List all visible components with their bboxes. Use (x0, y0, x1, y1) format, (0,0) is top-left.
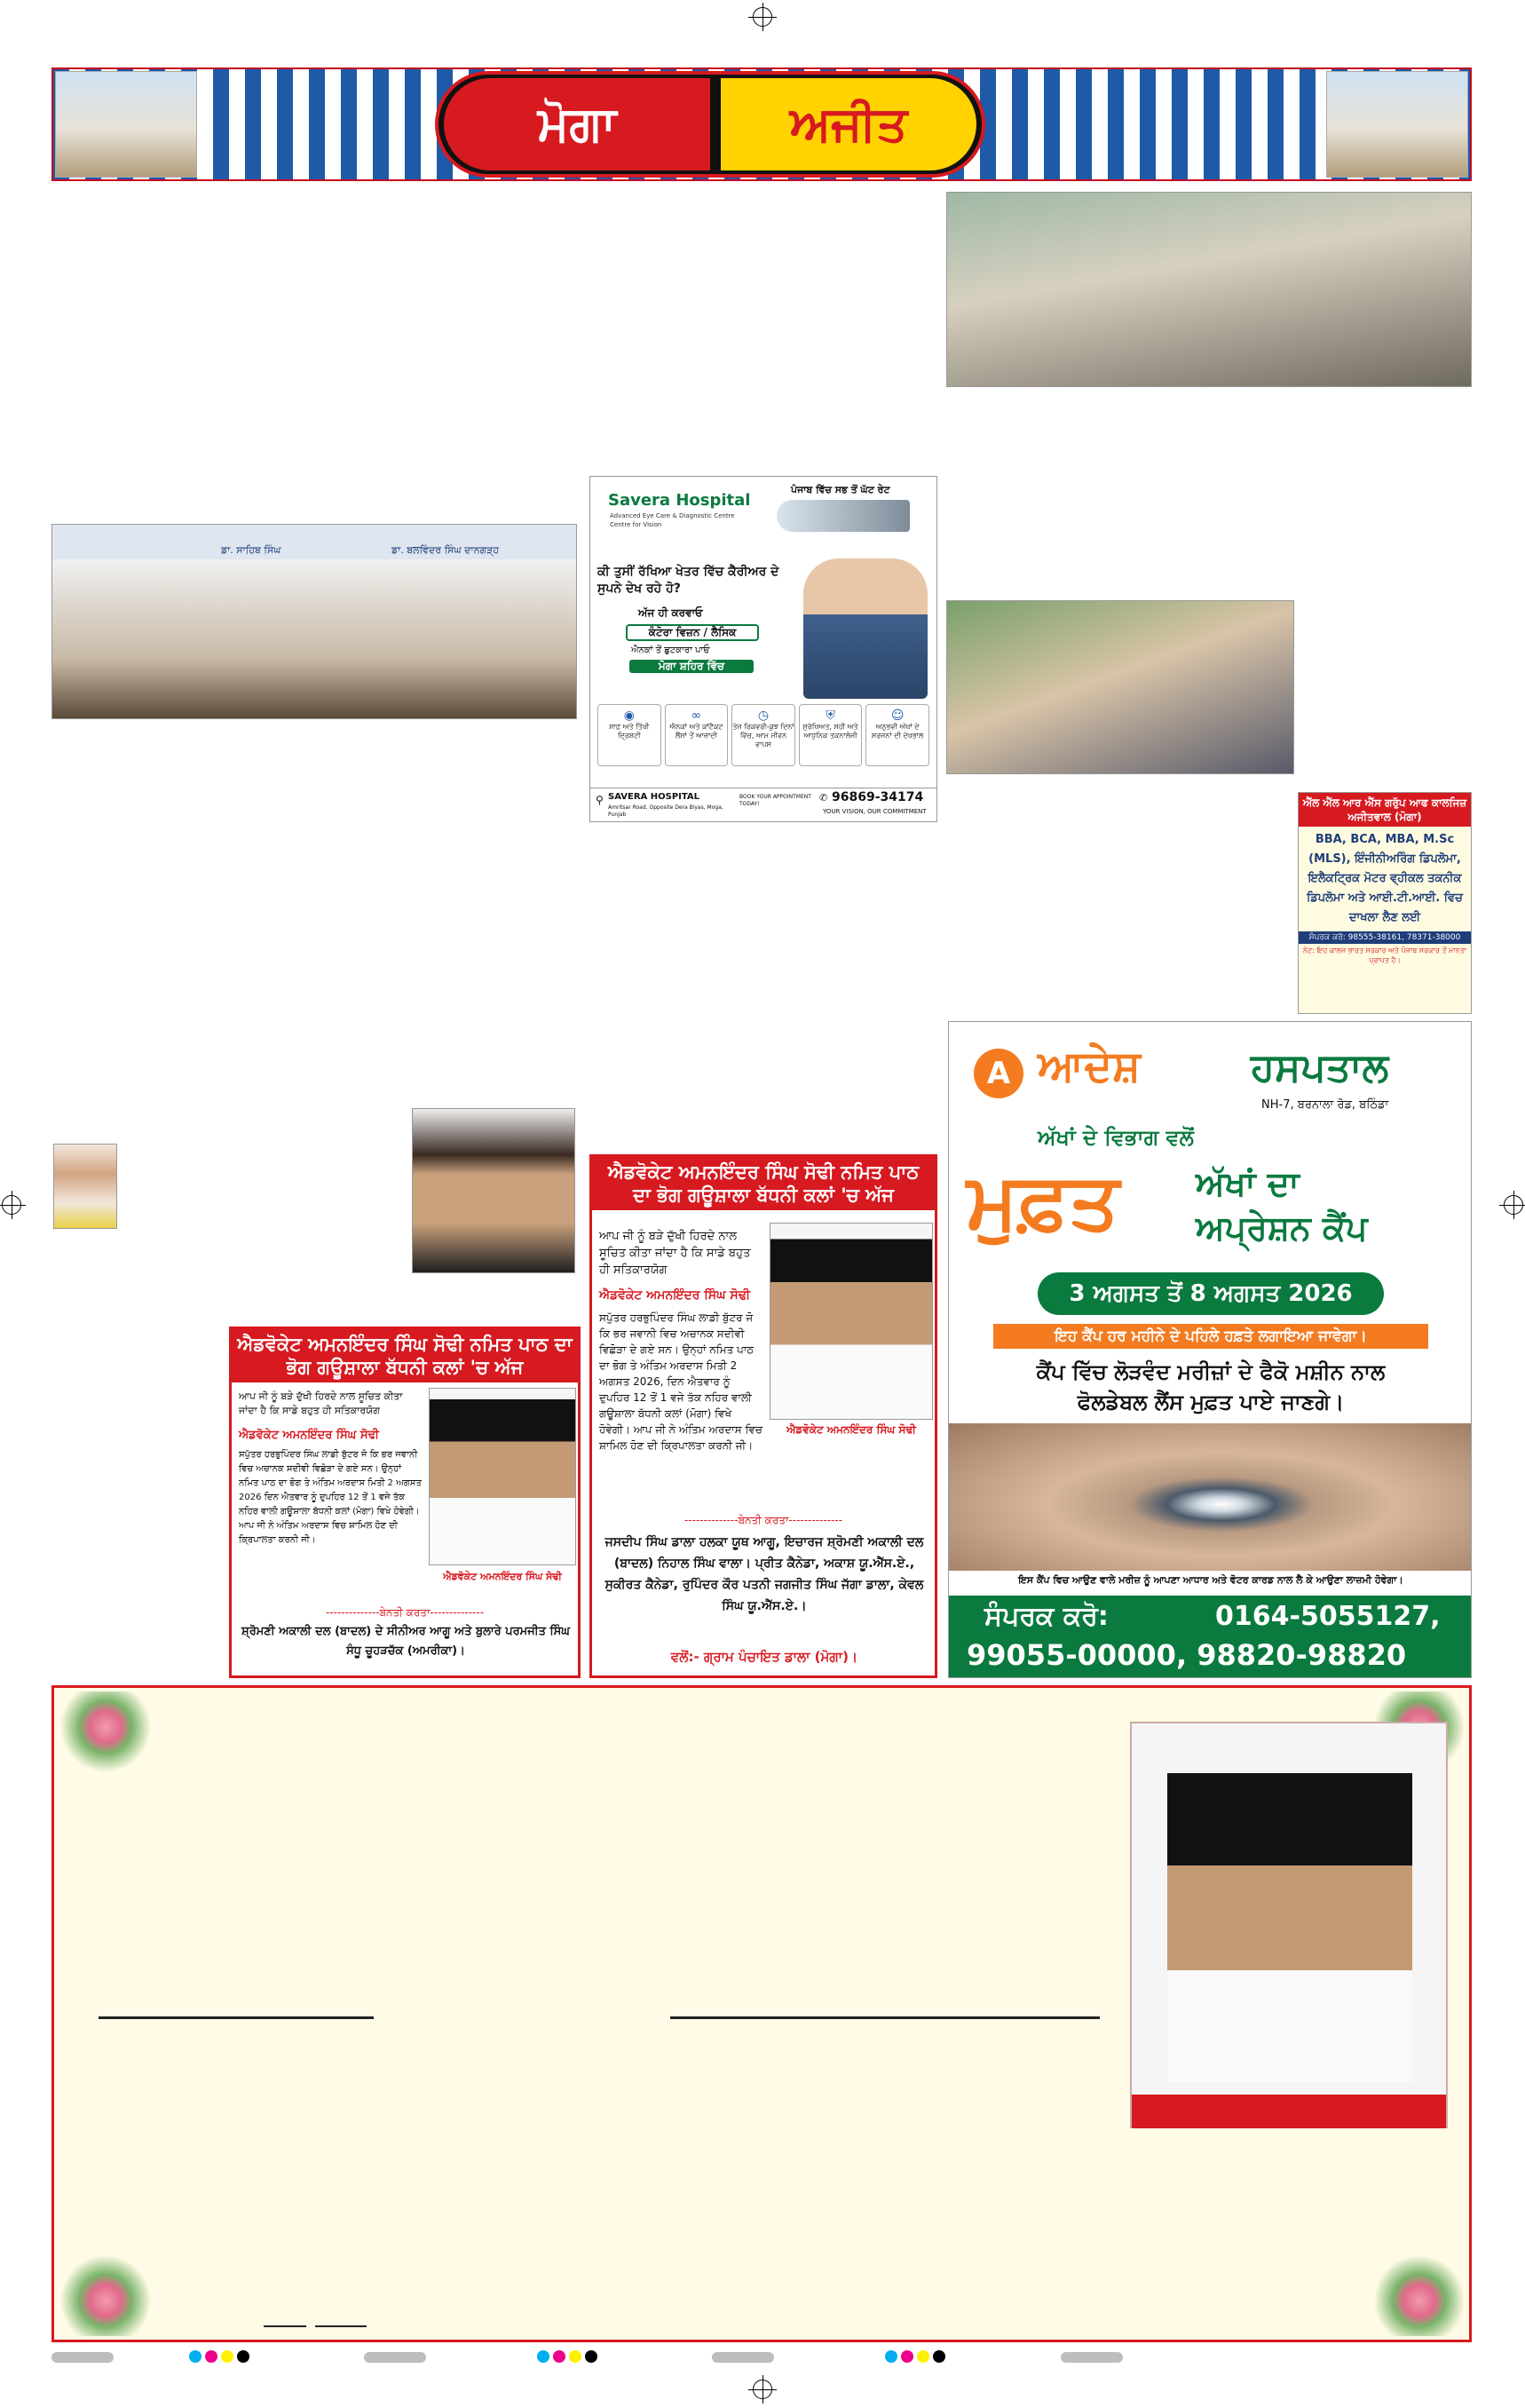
press-meet-photo (51, 524, 577, 719)
young-man-portrait (412, 1108, 575, 1273)
print-color-bars (51, 2349, 1472, 2367)
obituary-center-body1: ਆਪ ਜੀ ਨੂੰ ਬੜੇ ਦੁੱਖੀ ਹਿਰਦੇ ਨਾਲ ਸੂਚਿਤ ਕੀਤਾ ਜਾਂਦਾ ਹੈ ਕਿ ਸਾਡੇ ਬਹੁਤ ਹੀ ਸਤਿਕਾਰਯੋਗ (599, 1230, 751, 1277)
feature-1-label: ਸਾਫ਼ ਅਤੇ ਤਿੱਖੀ ਦ੍ਰਿਸ਼ਟੀ (609, 723, 650, 740)
llrs-head: ਐੱਲ ਐੱਲ ਆਰ ਐੱਸ ਗਰੁੱਪ ਆਫ ਕਾਲਜਿਜ਼ ਅਜੀਤਵਾਲ (ਮੋਗਾ) (1299, 793, 1471, 827)
savera-features-row (597, 704, 929, 766)
protest-photo (946, 192, 1472, 387)
feature-1 (597, 704, 661, 766)
llrs-contact: ਸੰਪਰਕ ਕਰੋ: 98555-38161, 78371-38000 (1299, 931, 1471, 944)
adesh-hospital-word: ਹਸਪਤਾਲ (1251, 1045, 1389, 1090)
obituary-center-photo (770, 1223, 933, 1420)
glasses-icon: ∞ (691, 709, 702, 723)
savera-city: ਮੋਗਾ ਸ਼ਹਿਰ ਵਿੱਚ (629, 660, 754, 673)
registration-mark-right (1504, 1195, 1523, 1215)
adesh-hospital-ad (948, 1021, 1472, 1678)
eye-image (949, 1423, 1472, 1571)
obituary-center-by: ਜਸਦੀਪ ਸਿੰਘ ਡਾਲਾ ਹਲਕਾ ਯੂਥ ਆਗੂ, ਇਚਾਰਜ ਸ਼੍ਰੋਮਣੀ ਅਕਾਲੀ ਦਲ (ਬਾਦਲ) ਨਿਹਾਲ ਸਿੰਘ ਵਾਲਾ। ਪ੍ਰੀਤ ਕੈਨੇਡਾ, ਅਕਾਸ਼ ਯੂ.ਐੱਸ.ਏ., ਸੁਕੀਰਤ ਕੈਨੇਡਾ, ਰੁਪਿੰਦਰ ਕੌਰ ਪਤਨੀ ਜਗਜੀਤ ਸਿੰਘ ਜੱਗਾ ਡਾਲਾ, ਕੇਵਲ ਸਿੰਘ ਯੂ.ਐੱਸ.ਏ.। (604, 1535, 924, 1613)
savera-footer-addr: Amritsar Road, Opposite Dera Biyas, Moga, Punjab (608, 804, 723, 818)
adesh-location: NH-7, ਬਰਨਾਲਾ ਰੋਡ, ਬਠਿੰਡਾ (1261, 1098, 1389, 1112)
llrs-note: ਨੋਟ: ਇਹ ਕਾਲਜ ਭਾਰਤ ਸਰਕਾਰ ਅਤੇ ਪੰਜਾਬ ਸਰਕਾਰ ਤੋਂ ਮਾਨਤਾ ਪ੍ਰਾਪਤ ਹੈ। (1303, 947, 1466, 964)
flower-corner-bl (59, 2247, 175, 2336)
adesh-camp2: ਅਪ੍ਰੇਸ਼ਨ ਕੈਂਪ (1196, 1208, 1368, 1248)
savera-book: BOOK YOUR APPOINTMENT TODAY! (739, 794, 811, 807)
registration-mark-left (2, 1195, 21, 1215)
savera-hospital-ad (589, 476, 937, 822)
savera-hospital-sub2: Centre for Vision (610, 521, 662, 528)
obituary-center-head: ਐਡਵੋਕੇਟ ਅਮਨਇੰਦਰ ਸਿੰਘ ਸੋਢੀ ਨਮਿਤ ਪਾਠ ਦਾ ਭੋਗ ਗਊਸ਼ਾਲਾ ਬੱਧਨੀ ਕਲਾਂ 'ਚ ਅੱਜ (592, 1157, 935, 1210)
obituary-left-caption: ਐਡਵੋਕੇਟ ਅਮਨਇੰਦਰ ਸਿੰਘ ਸੋਢੀ (443, 1571, 562, 1582)
adesh-dates: 3 ਅਗਸਤ ਤੋਂ 8 ਅਗਸਤ 2026 (1038, 1272, 1384, 1315)
savera-hospital-sub: Advanced Eye Care & Diagnostic Centre (610, 512, 735, 519)
adesh-monthly: ਇਹ ਕੈਂਪ ਹਰ ਮਹੀਨੇ ਦੇ ਪਹਿਲੇ ਹਫ਼ਤੇ ਲਗਾਇਆ ਜਾਵੇਗਾ। (993, 1324, 1428, 1349)
feature-4-label: ਸੁਰੱਖਿਅਤ, ਸਹੀ ਅਤੇ ਆਧੁਨਿਕ ਤਕਨਾਲੋਜੀ (802, 723, 858, 740)
divider-bottom-1 (264, 2325, 306, 2327)
feature-2-label: ਐਨਕਾਂ ਅਤੇ ਕਾਂਟੈਕਟ ਲੈਂਸਾਂ ਤੋਂ ਆਜ਼ਾਦੀ (669, 723, 723, 740)
feature-2 (665, 704, 729, 766)
adesh-phone2: 99055-00000, 98820-98820 (967, 1638, 1407, 1672)
obituary-left-name: ਐਡਵੋਕੇਟ ਅਮਨਇੰਦਰ ਸਿੰਘ ਸੋਢੀ (239, 1429, 379, 1442)
jet-image (777, 500, 910, 532)
flower-corner-tl (59, 1691, 175, 1780)
obituary-ad-left (229, 1327, 581, 1678)
gray-bar-4 (1061, 2352, 1123, 2363)
gray-bar-1 (51, 2352, 114, 2363)
flower-corner-br (1350, 2247, 1466, 2336)
obituary-left-body2: ਸਪੁੱਤਰ ਹਰਭੁਪਿੰਦਰ ਸਿੰਘ ਲਾਡੀ ਬੁੱਟਰ ਜੋ ਕਿ ਭਰ ਜਵਾਨੀ ਵਿਚ ਅਚਾਨਕ ਸਦੀਵੀ ਵਿਛੋੜਾ ਦੇ ਗਏ ਸਨ। ਉਨ੍ਹਾਂ ਨਮਿਤ ਪਾਠ ਦਾ ਭੋਗ ਤੇ ਅੰਤਿਮ ਅਰਦਾਸ ਮਿਤੀ 2 ਅਗਸਤ 2026 ਦਿਨ ਐਤਵਾਰ ਨੂੰ ਦੁਪਹਿਰ 12 ਤੋਂ 1 ਵਜੇ ਤੱਕ ਨਹਿਰ ਵਾਲੀ ਗਊਸ਼ਾਲਾ ਬੱਧਨੀ ਕਲਾਂ (ਮੋਗਾ) ਵਿਖੇ ਹੋਵੇਗੀ। ਆਪ ਜੀ ਨੇ ਅੰਤਿਮ ਅਰਦਾਸ ਵਿਚ ਸ਼ਾਮਿਲ ਹੋਣ ਦੀ ਕ੍ਰਿਪਾਲਤਾ ਕਰਨੀ ਜੀ। (239, 1450, 422, 1545)
obituary-left-sep: --------------ਬੇਨਤੀ ਕਰਤਾ-------------- (325, 1606, 485, 1619)
feature-4 (799, 704, 863, 766)
adesh-logo: A (974, 1049, 1023, 1098)
adesh-aadhar: ਇਸ ਕੈਂਪ ਵਿਚ ਆਉਣ ਵਾਲੇ ਮਰੀਜ਼ ਨੂੰ ਆਪਣਾ ਆਧਾਰ ਅਤੇ ਵੋਟਰ ਕਾਰਡ ਨਾਲ ਲੈ ਕੇ ਆਉਣਾ ਲਾਜ਼ਮੀ ਹੋਵੇਗਾ। (1018, 1574, 1403, 1586)
cmyk-bar-2 (537, 2349, 601, 2366)
obituary-center-name: ਐਡਵੋਕੇਟ ਅਮਨਇੰਦਰ ਸਿੰਘ ਸੋਢੀ (599, 1288, 751, 1303)
adesh-lens1: ਕੈਂਪ ਵਿੱਚ ਲੋੜਵੰਦ ਮਰੀਜ਼ਾਂ ਦੇ ਫੈਕੋ ਮਸ਼ੀਨ ਨਾਲ (1036, 1359, 1386, 1384)
memorial-frame (51, 1685, 1472, 2342)
press-meet-sign-left: ਡਾ. ਸਾਹਿਬ ਸਿੰਘ (221, 544, 281, 556)
shield-icon: ⛨ (826, 709, 835, 723)
registration-mark-bottom (753, 2380, 772, 2399)
adesh-free: ਮੁਫ਼ਤ (967, 1155, 1119, 1247)
masthead-temple-right (1326, 71, 1468, 178)
obituary-center-from: ਵਲੋਂ:- ਗ੍ਰਾਮ ਪੰਚਾਇਤ ਡਾਲਾ (ਮੋਗਾ)। (670, 1649, 858, 1665)
cmyk-bar-1 (189, 2349, 253, 2366)
obituary-ad-center (589, 1154, 937, 1678)
obituary-left-photo (429, 1388, 576, 1565)
llrs-courses: BBA, BCA, MBA, M.Sc (MLS), ਇੰਜੀਨੀਅਰਿੰਗ ਡਿਪਲੋਮਾ, ਇਲੈਕਟ੍ਰਿਕ ਮੋਟਰ ਵ੍ਹੀਕਲ ਤਕਨੀਕ ਡਿਪਲੋਮਾ ਅਤੇ ਆਈ.ਟੀ.ਆਈ. ਵਿਚ ਦਾਖਲਾ ਲੈਣ ਲਈ (1307, 833, 1463, 924)
clock-icon: ◷ (757, 709, 770, 723)
feature-3-label: ਤੇਜ਼ ਰਿਕਵਰੀ-ਕੁਝ ਦਿਨਾਂ ਵਿੱਚ, ਆਮ ਜੀਵਨ ਵਾਪਸ (732, 723, 794, 749)
savera-footer (590, 788, 936, 821)
obituary-center-body2: ਸਪੁੱਤਰ ਹਰਭੁਪਿੰਦਰ ਸਿੰਘ ਲਾਡੀ ਬੁੱਟਰ ਜੋ ਕਿ ਭਰ ਜਵਾਨੀ ਵਿਚ ਅਚਾਨਕ ਸਦੀਵੀ ਵਿਛੋੜਾ ਦੇ ਗਏ ਸਨ। ਉਨ੍ਹਾਂ ਨਮਿਤ ਪਾਠ ਦਾ ਭੋਗ ਤੇ ਅੰਤਿਮ ਅਰਦਾਸ ਮਿਤੀ 2 ਅਗਸਤ 2026, ਦਿਨ ਐਤਵਾਰ ਨੂੰ ਦੁਪਹਿਰ 12 ਤੋਂ 1 ਵਜੇ ਤੱਕ ਨਹਿਰ ਵਾਲੀ ਗਊਸ਼ਾਲਾ ਬੱਧਨੀ ਕਲਾਂ (ਮੋਗਾ) ਵਿਖੇ ਹੋਵੇਗੀ। ਆਪ ਜੀ ਨੇ ਅੰਤਿਮ ਅਰਦਾਸ ਵਿਚ ਸ਼ਾਮਿਲ ਹੋਣ ਦੀ ਕ੍ਰਿਪਾਲਤਾ ਕਰਨੀ ਜੀ। (599, 1311, 762, 1452)
registration-mark-top (753, 7, 772, 27)
feature-5 (865, 704, 929, 766)
woman-portrait (53, 1144, 117, 1229)
adesh-contact-bar (949, 1596, 1472, 1678)
adesh-contact-label: ਸੰਪਰਕ ਕਰੋ: (984, 1601, 1109, 1632)
pilot-image (803, 558, 928, 699)
memorial-name-bar (1132, 2095, 1446, 2128)
divider-bottom-2 (315, 2325, 367, 2327)
memorial-portrait (1167, 1754, 1412, 2082)
obituary-left-body1: ਆਪ ਜੀ ਨੂੰ ਬੜੇ ਦੁੱਖੀ ਹਿਰਦੇ ਨਾਲ ਸੂਚਿਤ ਕੀਤਾ ਜਾਂਦਾ ਹੈ ਕਿ ਸਾਡੇ ਬਹੁਤ ਹੀ ਸਤਿਕਾਰਯੋਗ (239, 1390, 403, 1416)
obituary-center-sep: --------------ਬੇਨਤੀ ਕਰਤਾ-------------- (683, 1514, 843, 1526)
adesh-dept: ਅੱਖਾਂ ਦੇ ਵਿਭਾਗ ਵਲੋਂ (1038, 1125, 1194, 1150)
obituary-center-caption: ਐਡਵੋਕੇਟ ਅਮਨਇੰਦਰ ਸਿੰਘ ਸੋਢੀ (786, 1423, 916, 1436)
savera-slogan: YOUR VISION, OUR COMMITMENT (823, 808, 927, 815)
divider-left (99, 2016, 374, 2019)
adesh-phone1: 0164-5055127, (1215, 1601, 1441, 1632)
masthead-title-right: ਅਜੀਤ (721, 78, 976, 170)
obituary-left-head: ਐਡਵੋਕੇਟ ਅਮਨਇੰਦਰ ਸਿੰਘ ਸੋਢੀ ਨਮਿਤ ਪਾਠ ਦਾ ਭੋਗ ਗਊਸ਼ਾਲਾ ਬੱਧਨੀ ਕਲਾਂ 'ਚ ਅੱਜ (232, 1329, 578, 1382)
eye-icon: ◉ (623, 709, 635, 723)
savera-hospital-name: Savera Hospital (608, 491, 751, 510)
savera-question: ਕੀ ਤੁਸੀਂ ਰੱਖਿਆ ਖੇਤਰ ਵਿੱਚ ਕੈਰੀਅਰ ਦੇ ਸੁਪਨੇ ਦੇਖ ਰਹੇ ਹੋ? (597, 565, 779, 596)
masthead-temple-left (55, 71, 197, 178)
gray-bar-3 (712, 2352, 774, 2363)
savera-today: ਅੱਜ ਹੀ ਕਰਵਾਓ (638, 606, 703, 619)
location-pin-icon: ⚲ (596, 794, 604, 806)
adesh-camp1: ਅੱਖਾਂ ਦਾ (1196, 1164, 1300, 1203)
adesh-name: ਆਦੇਸ਼ (1038, 1042, 1141, 1091)
masthead-title-left: ਮੋਗਾ (444, 78, 710, 170)
memorial-portrait-frame (1130, 1722, 1448, 2128)
savera-relief: ਐਨਕਾਂ ਤੋਂ ਛੁਟਕਾਰਾ ਪਾਓ (631, 646, 710, 655)
feature-5-label: ਅਨੁਭਵੀ ਅੱਖਾਂ ਦੇ ਸਰਜਨਾਂ ਦੀ ਦੇਖਭਾਲ (871, 723, 924, 740)
feature-3 (731, 704, 795, 766)
cmyk-bar-3 (885, 2349, 949, 2366)
savera-phone: 96869-34174 (832, 790, 924, 804)
adesh-lens2: ਫੋਲਡੇਬਲ ਲੈਂਸ ਮੁਫ਼ਤ ਪਾਏ ਜਾਣਗੇ। (1077, 1390, 1345, 1414)
press-meet-sign-right: ਡਾ. ਬਲਵਿੰਦਰ ਸਿੰਘ ਦਾਨਗੜ੍ਹ (391, 544, 500, 556)
savera-footer-name: SAVERA HOSPITAL (608, 792, 700, 802)
phone-icon: ✆ (819, 792, 828, 804)
savera-procedure: ਕੰਟੋਰਾ ਵਿਜ਼ਨ / ਲੈਸਿਕ (626, 624, 759, 641)
obituary-left-by: ਸ਼੍ਰੋਮਣੀ ਅਕਾਲੀ ਦਲ (ਬਾਦਲ) ਦੇ ਸੀਨੀਅਰ ਆਗੂ ਅਤੇ ਬੁਲਾਰੇ ਪਰਮਜੀਤ ਸਿੰਘ ਸੰਧੂ ਚੂਹੜਚੱਕ (ਅਮਰੀਕਾ)। (241, 1625, 570, 1658)
savera-tagline: ਪੰਜਾਬ ਵਿੱਚ ਸਭ ਤੋਂ ਘੱਟ ਰੇਟ (791, 484, 890, 495)
gray-bar-2 (364, 2352, 426, 2363)
divider-center (670, 2016, 1100, 2019)
llrs-college-ad (1298, 792, 1472, 1014)
doctor-icon: ☺ (890, 709, 905, 723)
police-event-photo (946, 600, 1294, 774)
